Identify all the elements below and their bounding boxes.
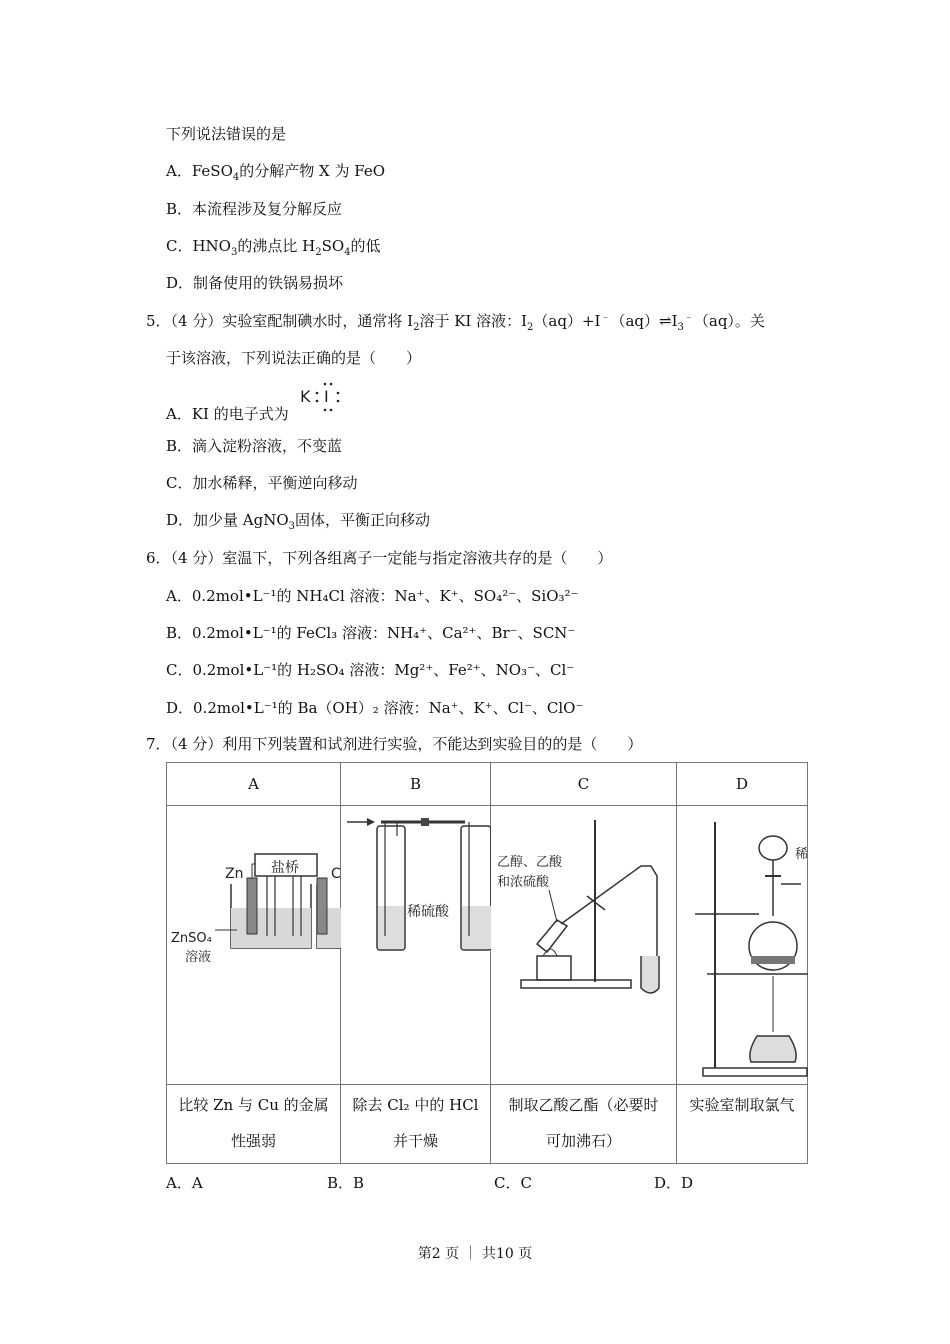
q7-stem: 7．（4 分）利用下列装置和试剂进行实验，不能达到实验目的的是（ ） <box>146 735 643 753</box>
q4-option-c: C．$HNO_3$的沸点比 $H_2SO_4$的低 <box>166 237 381 258</box>
salt-bridge-label: 盐桥 <box>271 860 299 876</box>
header-b: B <box>341 763 491 806</box>
page-footer: 第2 页 ｜ 共10 页 <box>417 1246 533 1262</box>
q5-stem: 5．（4 分）实验室配制碘水时，通常将 $I_2$溶于 KI 溶液：$I_2(aq)+I^﹣(aq)\rightleftharpoons I_3^﹣(aq)$。关 <box>146 312 765 333</box>
q6-option-d: D．0.2mol•L⁻¹的 Ba（OH）₂ 溶液：Na⁺、K⁺、Cl⁻、ClO⁻ <box>166 699 584 717</box>
dilute-h2so4-label: 稀硫酸 <box>407 904 449 920</box>
apparatus-b <box>341 806 491 1085</box>
q6-option-c: C．0.2mol•L⁻¹的 H₂SO₄ 溶液：Mg²⁺、Fe²⁺、NO₃⁻、Cl⁻ <box>166 661 575 679</box>
q4-option-a: A．FeSO$_4$的分解产物 X 为 FeO <box>166 162 385 183</box>
caption-c: 制取乙酸乙酯（必要时 可加沸石） <box>491 1085 677 1164</box>
q4-option-d: D．制备使用的铁锅易损坏 <box>166 274 344 292</box>
apparatus-d <box>677 806 808 1085</box>
c-reagents-line1: 乙醇、乙酸 <box>497 855 563 870</box>
d-dilute-label: 稀 <box>795 847 808 862</box>
header-d: D <box>677 763 808 806</box>
q7-apparatus-table <box>166 762 808 1164</box>
q6-option-a: A．0.2mol•L⁻¹的 NH₄Cl 溶液：Na⁺、K⁺、SO₄²⁻、SiO₃²⁻ <box>166 587 579 605</box>
apparatus-c <box>491 806 677 1085</box>
caption-b: 除去 Cl₂ 中的 HCl 并干燥 <box>341 1085 491 1164</box>
q5-option-b: B．滴入淀粉溶液，不变蓝 <box>166 437 343 455</box>
caption-d: 实验室制取氯气 <box>677 1085 808 1164</box>
q7-option-b: B．B <box>327 1174 365 1192</box>
q4-option-b: B．本流程涉及复分解反应 <box>166 200 343 218</box>
q4-stem: 下列说法错误的是 <box>166 125 287 143</box>
cu-label: C <box>331 866 341 882</box>
q6-stem: 6．（4 分）室温下，下列各组离子一定能与指定溶液共存的是（ ） <box>146 549 613 567</box>
q5-option-a: A．KI 的电子式为 <box>166 405 289 423</box>
q5-stem-line2: 于该溶液，下列说法正确的是（ ） <box>166 349 422 367</box>
c-reagents-line2: 和浓硫酸 <box>497 875 550 890</box>
q6-option-b: B．0.2mol•L⁻¹的 FeCl₃ 溶液：NH₄⁺、Ca²⁺、Br⁻、SCN⁻ <box>166 624 576 642</box>
apparatus-a <box>167 806 341 1085</box>
q5-option-c: C．加水稀释，平衡逆向移动 <box>166 474 358 492</box>
svg-text:I: I <box>324 387 329 406</box>
svg-text:K: K <box>300 387 311 406</box>
q7-option-a: A．A <box>166 1174 203 1192</box>
header-a: A <box>167 763 341 806</box>
solution-label: 溶液 <box>185 950 212 965</box>
caption-a: 比较 Zn 与 Cu 的金属 性强弱 <box>167 1085 341 1164</box>
znso4-label: ZnSO₄ <box>171 931 212 946</box>
header-c: C <box>491 763 677 806</box>
q7-option-c: C．C <box>494 1174 532 1192</box>
ki-electron-formula <box>300 380 360 418</box>
zn-label: Zn <box>225 866 244 882</box>
q5-option-d: D．加少量 AgNO$_3$固体，平衡正向移动 <box>166 511 431 532</box>
q7-option-d: D．D <box>654 1174 694 1192</box>
